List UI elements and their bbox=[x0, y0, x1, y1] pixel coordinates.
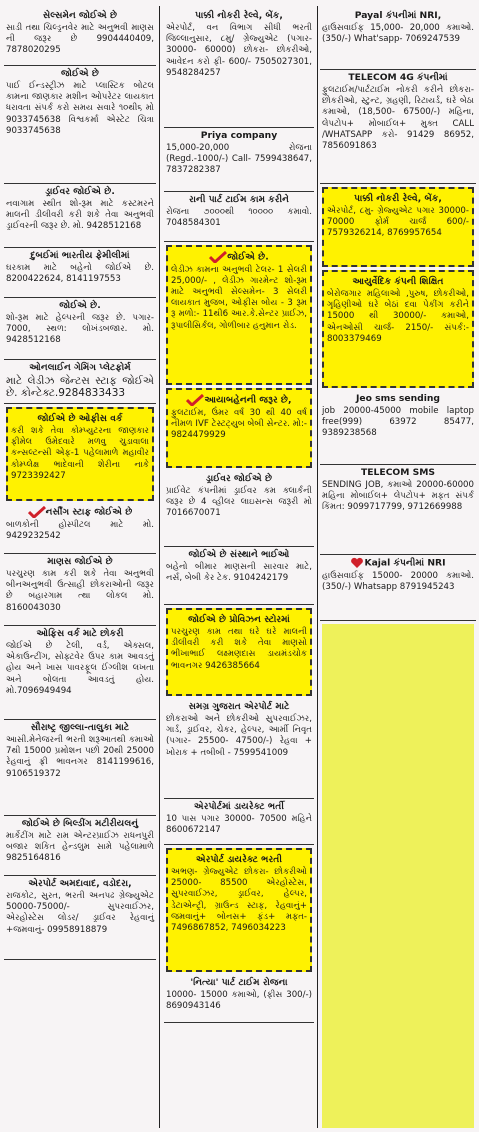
ad-title-text: TELECOM 4G કંપનીમાં bbox=[348, 72, 448, 83]
column-3 bbox=[320, 8, 476, 1128]
ad-body: પરચુરણ કામ તથા ઘરે ઘરે માલની ડીલીવરી કરી શકે તેવા માણસો ભીખાભાઈ લક્ષ્મણદાસ ડાયમંડચોક ભાવનગર 9426385664 bbox=[171, 627, 307, 671]
ad-title-text: રાની પાર્ટ ટાઈમ કામ કરીને bbox=[189, 194, 289, 205]
classified-ad bbox=[164, 547, 314, 605]
classified-ad bbox=[4, 504, 156, 554]
classified-ad bbox=[322, 187, 474, 267]
ad-body: સાડી તથા ચિલ્ડ્રનવેર માટે અનુભવી માણસ ની જરૂર છે 9904440409, 7878020295 bbox=[6, 23, 154, 56]
ad-title bbox=[166, 130, 312, 142]
ad-body: હાઉસવાઈફ 15000- 20000 કમાઓ. (350/-) Whatsapp 8791945243 bbox=[322, 570, 474, 592]
classified-ad bbox=[164, 128, 314, 192]
ad-body: job 20000-45000 mobile laptop free(999) 63972 85477, 9389238568 bbox=[322, 406, 474, 439]
ad-title bbox=[6, 628, 154, 640]
ad-title bbox=[322, 393, 474, 405]
ad-title bbox=[6, 10, 154, 22]
ad-title bbox=[322, 10, 474, 22]
classified-ad bbox=[320, 70, 476, 184]
ad-body: 10000- 15000 કમાઓ, (ફીસ 300/-) 8690943146 bbox=[166, 990, 312, 1012]
ad-body: 10 પાસ પગાર 30000- 70500 મહિને 8600672147 bbox=[166, 814, 312, 836]
blank-ad-space bbox=[322, 624, 474, 1128]
ad-title-text: સેલ્સમેન જોઈએ છે bbox=[42, 10, 118, 21]
classified-ad bbox=[4, 816, 156, 876]
ad-title bbox=[322, 557, 474, 570]
ad-title-text: એરપોર્ટ ડાયરેક્ટ ભરતી bbox=[196, 854, 282, 865]
ad-body: રાજકોટ, સુરત, ભરતી અનપઢ ગ્રેજ્યુએટ 50000-75000/- સુપરવાઈઝર, એરહોસ્ટેસ લોડર/ ડ્રાઈવર રેહવાનું +જમવાનું- 09958918879 bbox=[6, 891, 154, 935]
ad-body: એરપોર્ટ, ૮મુ- ગ્રેજ્યુએટ પગાર 30000- 70000 ફોર્મ ચાર્જ 600/- 7579326214, 8769957654 bbox=[327, 206, 469, 239]
ad-title bbox=[171, 614, 307, 626]
ad-title-text: આયાબહેનની જરૂર છે, bbox=[204, 394, 292, 406]
ad-title-text: સમગ્ર ગુજરાત એરપોર્ટ માટે bbox=[188, 701, 290, 712]
ad-title bbox=[166, 801, 312, 813]
classified-ad bbox=[166, 388, 312, 468]
ad-title-text: નર્સીંગ સ્ટાફ જોઈએ છે bbox=[45, 506, 133, 518]
ad-title-text: જોઈએ છે bbox=[60, 68, 100, 79]
ad-body: 15,000-20,000 રોજના (Regd.-1000/-) Call- 7599438647, 7837282387 bbox=[166, 143, 312, 176]
classified-ad bbox=[164, 471, 314, 547]
ad-title bbox=[327, 276, 469, 288]
ad-title bbox=[6, 722, 154, 734]
classified-ad bbox=[320, 555, 476, 621]
column-1 bbox=[4, 8, 156, 1128]
ad-title-text: માણસ જોઈએ છે bbox=[47, 556, 113, 567]
ad-body: આસી.મેનેજરની ભરતી શરૂઆતથી કમાઓ 7થી 15000 પ્રમોશન પછી 20થી 25000 રેહવાનું ફ્રી ભાવનગર 8141199616, 9106519372 bbox=[6, 735, 154, 779]
classified-ad bbox=[4, 298, 156, 360]
ad-title bbox=[6, 556, 154, 568]
ad-body: પાઈ ઈન્ડસ્ટ્રીઝ માટે પ્લાસ્ટિક બોટલ કામના જાણકાર મશીન ઓપરેટર લાયકાત ધરાવતા સંપર્ક કરો સમય સવારે ૧૦થી૬ મો 9033745638 વિશ્વકર્મા એસ્ટેટ ચિત્રા 9033745638 bbox=[6, 81, 154, 136]
ad-title bbox=[6, 506, 154, 519]
classified-ad bbox=[4, 720, 156, 816]
classified-ad bbox=[320, 391, 476, 465]
ad-title-text: જોઈએ છે. bbox=[227, 251, 269, 263]
ad-body: માટે લેડીઝ જેન્ટસ સ્ટાફ જોઈએ છે. કોન્ટેક્ટ.9284833433 bbox=[6, 375, 154, 399]
ad-title-text: જોઈએ છે. bbox=[59, 300, 101, 311]
classified-ad bbox=[4, 876, 156, 960]
ad-title-text: જોઈએ છે બિલ્ડીંગ મટીરીયલનું bbox=[21, 818, 139, 829]
ad-body: જોઈએ છે ટેલી, વર્ડ, એક્સલ, એકાઉન્ટીંગ, સોફ્ટવેર ઉપર કામ આવડતું હોય અને ખાસ પાવરફૂલ ઈંગ્લીશ લખતા અને બોલતા આવડતું હોય. મો.7096949494 bbox=[6, 641, 154, 696]
ad-title bbox=[322, 72, 474, 84]
ad-title-text: એરપોર્ટમાં ડાયરેક્ટ ભર્તી bbox=[194, 801, 284, 812]
ad-title bbox=[166, 194, 312, 206]
ad-body: લેડીઝ કામના અનુભવી ટેલર- 1 સેલરી 25,000/- , લેડીઝ ગારમેન્ટ શો-રૂમ માટે અનુભવી સેલ્સમેન- 3 સેલરી લાયકાત મુજબ, ઓફીસ બોય - 3 રૂમ રૂ મળો:- 11થી6 આર.કે.સેન્ટર પ્રાઈઝ, રૂપાલીસિર્કલ, ગોળીબાર હનુમાન રોડ. bbox=[171, 264, 307, 331]
ad-title-text: ઓફિસ વર્ક માટે છોકરી bbox=[36, 628, 124, 639]
check-mark-icon bbox=[28, 506, 46, 518]
ad-title bbox=[6, 878, 154, 890]
classified-ad bbox=[320, 8, 476, 70]
ad-title-text: Priya company bbox=[200, 130, 278, 141]
ad-title-text: ઓનલાઈન ગેમિંગ પ્લેટફોર્મ bbox=[29, 362, 131, 373]
ad-title bbox=[6, 362, 154, 374]
ad-body: નવાગામ સ્થીત શો-રૂમ માટે કસ્ટમરને માલની ડીલીવરી કરી શકે તેવા અનુભવી ડ્રાઈવરની જરૂર છે. મો. 9428512168 bbox=[6, 199, 154, 232]
ad-title bbox=[6, 186, 154, 198]
ad-title bbox=[6, 300, 154, 312]
ad-title bbox=[171, 854, 307, 866]
ad-title-text: દુબઈમાં ભારતીય ફેમીલીમાં bbox=[30, 250, 130, 261]
ad-title bbox=[171, 394, 307, 407]
ad-title-text: આયુર્વેદિક કંપની શિક્ષિત bbox=[352, 276, 444, 287]
ad-title bbox=[11, 413, 149, 425]
ad-body: બાળકોની હોસ્પીટલ માટે મો. 9429232542 bbox=[6, 519, 154, 541]
ad-title-text: પાક્કી નોકરી રેલ્વે, બેંક, bbox=[195, 10, 283, 21]
ad-title-text: Payal કંપનીમાં NRI, bbox=[354, 10, 442, 21]
ad-title-text: ડ્રાઈવર જોઈએ છે. bbox=[45, 186, 115, 197]
ad-body: ફુલટાઈમ/પાર્ટટાઈમ નોકરી કરીને છોકરા- છોકરીઓ, સ્ટુન્ટ, ગ્રહણી, રિટાયર્ડ, ઘરે બેઠા કમાઓ, (18,500- 67500/-) મહિના, લેપટોપ+ મોબાઈલ+ મુક્ત CALL /WHATSAPP કરો- 91429 86952, 7856091863 bbox=[322, 85, 474, 152]
classified-ad bbox=[4, 248, 156, 298]
ad-body: ફુલટાઈમ, ઉંમર વર્ષ 30 થી 40 વર્ષ નીમળ IVF ટેસ્ટટ્યુબ બેબી સેન્ટર. મો:- 9824479929 bbox=[171, 407, 307, 440]
ad-body: બહેનો બીમાર માણસની સારવાર માટે, નર્સ, બેબી કેર ટેક. 9104242179 bbox=[166, 562, 312, 584]
ad-title bbox=[322, 467, 474, 479]
classified-ad bbox=[4, 8, 156, 66]
ad-title bbox=[166, 977, 312, 989]
ad-title bbox=[166, 549, 312, 561]
ad-title bbox=[6, 250, 154, 262]
ad-body: SENDING JOB, કમાઓ 20000-60000 મહિના મોબાઈલ+ લેપટોપ+ મફત સંપર્ક કિંમત: 9099717799, 9712669988 bbox=[322, 480, 474, 513]
classified-ad bbox=[320, 465, 476, 555]
ad-title-text: ડ્રાઈવર જોઈએ છે bbox=[205, 473, 273, 484]
ad-body: રોજના ૭૦૦૦થી ૧૦૦૦૦ કમાવો. 7048584301 bbox=[166, 207, 312, 229]
classified-ad bbox=[166, 245, 312, 385]
classified-ad bbox=[164, 975, 314, 1023]
ad-title-text: જોઈએ છે ઓફીસ વર્ક bbox=[37, 413, 123, 424]
ad-body: પરચુરણ કામ કરી શકે તેવા અનુભવી બીનઅનુભવી ઉત્સાહી છોકરાઓની જરૂર છે બહારગામ ત્થા લોકલ મો. 8160043030 bbox=[6, 569, 154, 613]
heart-icon bbox=[350, 557, 364, 569]
ad-body: ઘરકામ માટે બહેનો જોઈએ છે. 8200422624, 8141197553 bbox=[6, 263, 154, 285]
classified-ad bbox=[4, 360, 156, 404]
ad-title bbox=[6, 68, 154, 80]
ad-title-text: Jeo sms sending bbox=[356, 393, 440, 404]
ad-title bbox=[166, 10, 312, 22]
ad-body: એરપોર્ટ, વન વિભાગ સીધી ભરતી જિલ્લાનુસાર, ૮મુ/ ગ્રેજ્યુએટ (પગાર- 30000- 60000) છોકરા- છોકરીઓ, આવેદન કરો ફી- 600/- 7505027301, 9548284257 bbox=[166, 23, 312, 78]
column-divider bbox=[159, 6, 160, 1128]
classified-ad bbox=[166, 848, 312, 972]
ad-body: પ્રાઈવેટ કંપનીમાં ડ્રાઈવર કમ ક્લાર્કની જરૂર છે 4 વ્હીલર લાઇસન્સ જરૂરી મો 7016670071 bbox=[166, 486, 312, 519]
ad-title bbox=[6, 818, 154, 830]
ad-body: અભણ- ગ્રેજ્યુએટ છોકરા- છોકરીઓ 25000- 85500 એરહોસ્ટેસ, સુપરવાઈઝર, ડ્રાઈવર, હેલ્પર, ડેટાએન્ટ્રી, ગ્રાઉન્ડ સ્ટાફ, રેહવાનું+ જમવાનું+ બોનસ+ ફંડ+ મફત- 7496867852, 7496034223 bbox=[171, 867, 307, 934]
ad-title-text: 'નિત્યા' પાર્ટ ટાઈમ રોજના bbox=[190, 977, 288, 988]
column-2 bbox=[164, 8, 314, 1128]
ad-title-text: જોઈએ છે પ્રોવિઝન સ્ટોરમાં bbox=[188, 614, 290, 625]
classified-ad bbox=[164, 192, 314, 242]
ad-title-text: જોઈએ છે સંસ્થાને ભાઈઓ bbox=[188, 549, 290, 560]
check-mark-icon bbox=[209, 251, 227, 263]
classified-ad bbox=[4, 66, 156, 184]
ad-title bbox=[327, 193, 469, 205]
ad-title-text: TELECOM SMS bbox=[361, 467, 435, 478]
classified-ad bbox=[4, 184, 156, 248]
classified-ad bbox=[6, 407, 154, 501]
classified-ad bbox=[322, 270, 474, 388]
ad-body: હાઉસવાઈફ 15,000- 20,000 કમાઓ. (350/-) What'sapp- 7069247539 bbox=[322, 23, 474, 45]
ad-title bbox=[166, 701, 312, 713]
ad-body: શો-રૂમ માટે હેલ્પરની જરૂર છે. પગાર- 7000, સ્થળ: લોખંડબજાર. મો. 9428512168 bbox=[6, 313, 154, 346]
classified-ad bbox=[166, 608, 312, 696]
classified-ad bbox=[4, 626, 156, 720]
ad-title bbox=[166, 473, 312, 485]
classified-ad bbox=[164, 699, 314, 799]
column-divider bbox=[317, 6, 318, 1128]
ad-title-text: સૌરાષ્ટ્ર જીલ્લા-તાલુકા માટે bbox=[30, 722, 130, 733]
classified-ad bbox=[164, 799, 314, 845]
ad-body: બેરોજગાર મહિલાઓ ,પુરુષ, છોકરીઓ, ગૃહિણીઓ ઘરે બેઠાં દવા પેકીંગ કરીને 15000 થી 30000/- કમાઓ, એનઓસી ચાર્જ- 2150/- સંપર્ક:- 8003379469 bbox=[327, 289, 469, 344]
ad-title bbox=[171, 251, 307, 264]
ad-body: છોકરાઓ અને છોકરીઓ સુપરવાઈઝર, ગાર્ડ, ડ્રાઈવર, ચેકર, હેલ્પર, આર્મી નિવૃત (પગાર- 25500- 47500/-) રેહવા + ખોરાક + તબીબી - 7599541009 bbox=[166, 714, 312, 758]
ad-title-text: Kajal કંપનીમાં NRI bbox=[364, 557, 446, 569]
classified-ad bbox=[164, 8, 314, 128]
ad-title-text: પાક્કી નોકરી રેલ્વે, બેંક, bbox=[354, 193, 442, 204]
ad-body: માર્કેટીંગ માટે રામ એન્ટરપ્રાઈઝ રાધનપુરી બજાર શકિત હેન્ડલુમ સામે પહેલામાળે 9825164816 bbox=[6, 831, 154, 864]
ad-title-text: એરપોર્ટ અમદાવાદ, વડોદરા, bbox=[28, 878, 132, 889]
classified-ad bbox=[4, 554, 156, 626]
check-mark-icon bbox=[186, 394, 204, 406]
ad-body: કરી શકે તેવા કોમ્પ્યુટરના જાણકાર ફીમેલ ઉમેદવારે મળવુ ચુડાવાલા કન્સલ્ટન્સી એફ-1 પહેલામાળે મહાવીર કોમ્પ્લેક્ષ ભાદેવાની શેરીના નાકે 9723392427 bbox=[11, 426, 149, 481]
